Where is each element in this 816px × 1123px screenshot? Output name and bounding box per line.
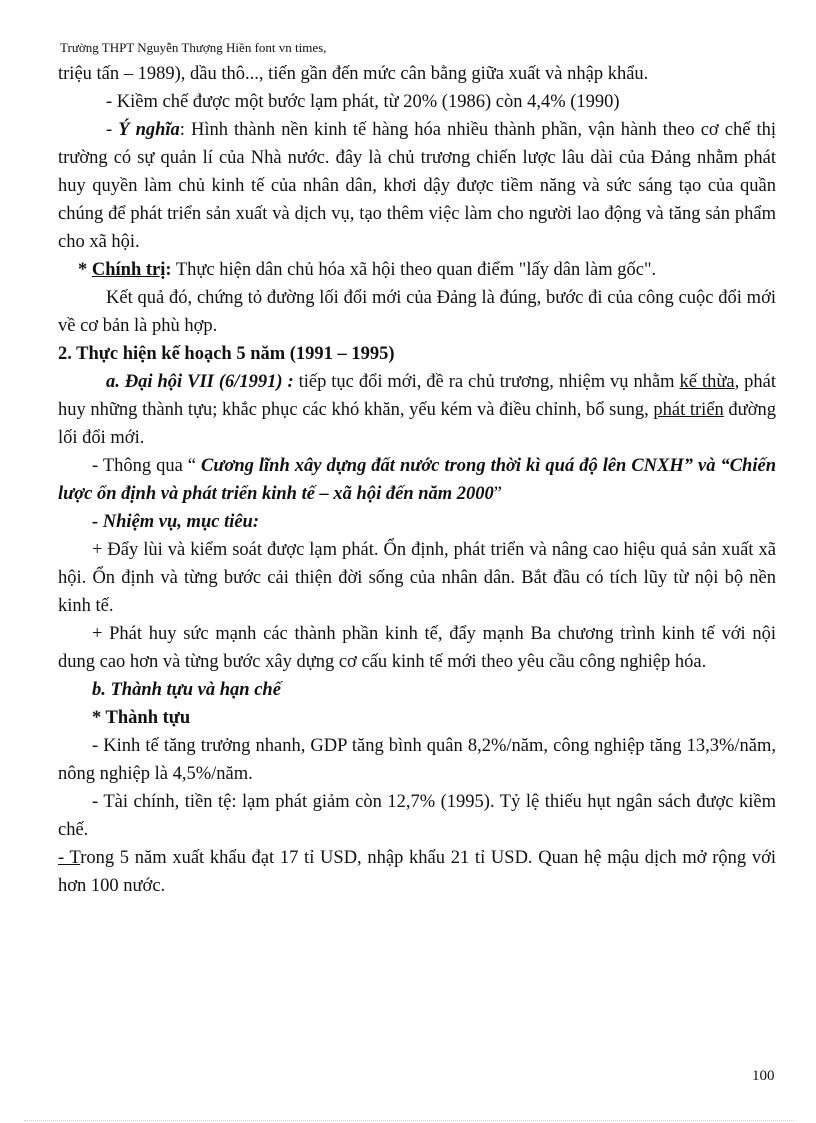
list-item: - Kinh tế tăng trưởng nhanh, GDP tăng bình quân 8,2%/năm, công nghiệp tăng 13,3%/năm, nông nghiệp là 4,5%/năm. xyxy=(58,736,776,784)
achievements-label: * Thành tựu xyxy=(92,708,191,728)
star: * xyxy=(78,260,92,280)
page-content xyxy=(58,60,776,900)
underlined-term: kế thừa xyxy=(679,372,735,392)
paragraph-text: rong 5 năm xuất khẩu đạt 17 tỉ USD, nhập khẩu 21 tỉ USD. Quan hệ mậu dịch mở rộng với hơn 100 nước. xyxy=(58,848,776,896)
list-item xyxy=(58,844,776,900)
paragraph-politics xyxy=(58,256,776,284)
list-item: - Tài chính, tiền tệ: lạm phát giảm còn 12,7% (1995). Tỷ lệ thiếu hụt ngân sách được kiềm chế. xyxy=(58,792,776,840)
paragraph: Kết quả đó, chứng tỏ đường lối đổi mới của Đảng là đúng, bước đi của công cuộc đổi mới về cơ bản là phù hợp. xyxy=(58,288,776,336)
congress-label: a. Đại hội VII (6/1991) : xyxy=(106,372,294,392)
list-item: + Phát huy sức mạnh các thành phần kinh tế, đẩy mạnh Ba chương trình kinh tế với nội dung cao hơn và từng bước xây dựng cơ cấu kinh tế mới theo yêu cầu công nghiệp hóa. xyxy=(58,624,776,672)
dash: - xyxy=(106,120,119,140)
subheading xyxy=(58,704,776,732)
page-header: Trường THPT Nguyễn Thượng Hiền font vn times, xyxy=(60,40,327,55)
platform-title: Cương lĩnh xây dựng đất nước trong thời kì quá độ lên CNXH” và “Chiến lược ổn định và phát triển kinh tế – xã hội đến năm 2000 xyxy=(58,456,776,504)
underlined-dash: - T xyxy=(58,848,81,868)
paragraph-text: - Thông qua “ xyxy=(92,456,202,476)
underlined-term: phát triển xyxy=(653,400,724,420)
closing-quote: ” xyxy=(493,484,503,504)
subheading xyxy=(58,508,776,536)
paragraph-platform xyxy=(58,452,776,508)
paragraph: - Kiềm chế được một bước lạm phát, từ 20% (1986) còn 4,4% (1990) xyxy=(106,92,620,112)
paragraph-text: , phát huy những thành tựu; khắc phục các khó khăn, yếu kém và điều chỉnh, bổ sung, xyxy=(58,372,776,420)
colon: : xyxy=(165,260,172,280)
achievements-heading: b. Thành tựu và hạn chế xyxy=(92,680,281,700)
paragraph: triệu tấn – 1989), dầu thô..., tiến gần đến mức cân bằng giữa xuất và nhập khẩu. xyxy=(58,64,649,84)
paragraph-significance xyxy=(58,116,776,256)
subheading xyxy=(58,676,776,704)
paragraph-text: tiếp tục đổi mới, đề ra chủ trương, nhiệm vụ nhằm xyxy=(293,372,680,392)
paragraph-text: Thực hiện dân chủ hóa xã hội theo quan điểm "lấy dân làm gốc". xyxy=(171,260,657,280)
paragraph-text: đường lối đổi mới. xyxy=(58,400,776,448)
paragraph-text: : Hình thành nền kinh tế hàng hóa nhiều thành phần, vận hành theo cơ chế thị trường có sự quản lí của Nhà nước. đây là chủ trương chiến lược lâu dài của Đảng nhằm phát huy quyền làm chủ kinh tế của nhân dân, khơi dậy được tiềm năng và sức sáng tạo của quần chúng để phát triển sản xuất và dịch vụ, tạo thêm việc làm cho người lao động và tăng sản phẩm cho xã hội. xyxy=(58,120,776,252)
page-number: 100 xyxy=(752,1068,775,1084)
politics-label: Chính trị xyxy=(91,260,166,280)
list-item: + Đẩy lùi và kiểm soát được lạm phát. Ổn định, phát triển và nâng cao hiệu quả sản xuất xã hội. Ổn định và từng bước cải thiện đời sống của nhân dân. Bắt đầu có tích lũy từ nội bộ nền kinh tế. xyxy=(58,540,776,616)
significance-label: Ý nghĩa xyxy=(118,120,180,140)
page-divider xyxy=(24,1120,794,1121)
section-heading: 2. Thực hiện kế hoạch 5 năm (1991 – 1995) xyxy=(58,344,395,364)
paragraph-congress xyxy=(58,368,776,452)
tasks-label: - Nhiệm vụ, mục tiêu: xyxy=(92,512,260,532)
